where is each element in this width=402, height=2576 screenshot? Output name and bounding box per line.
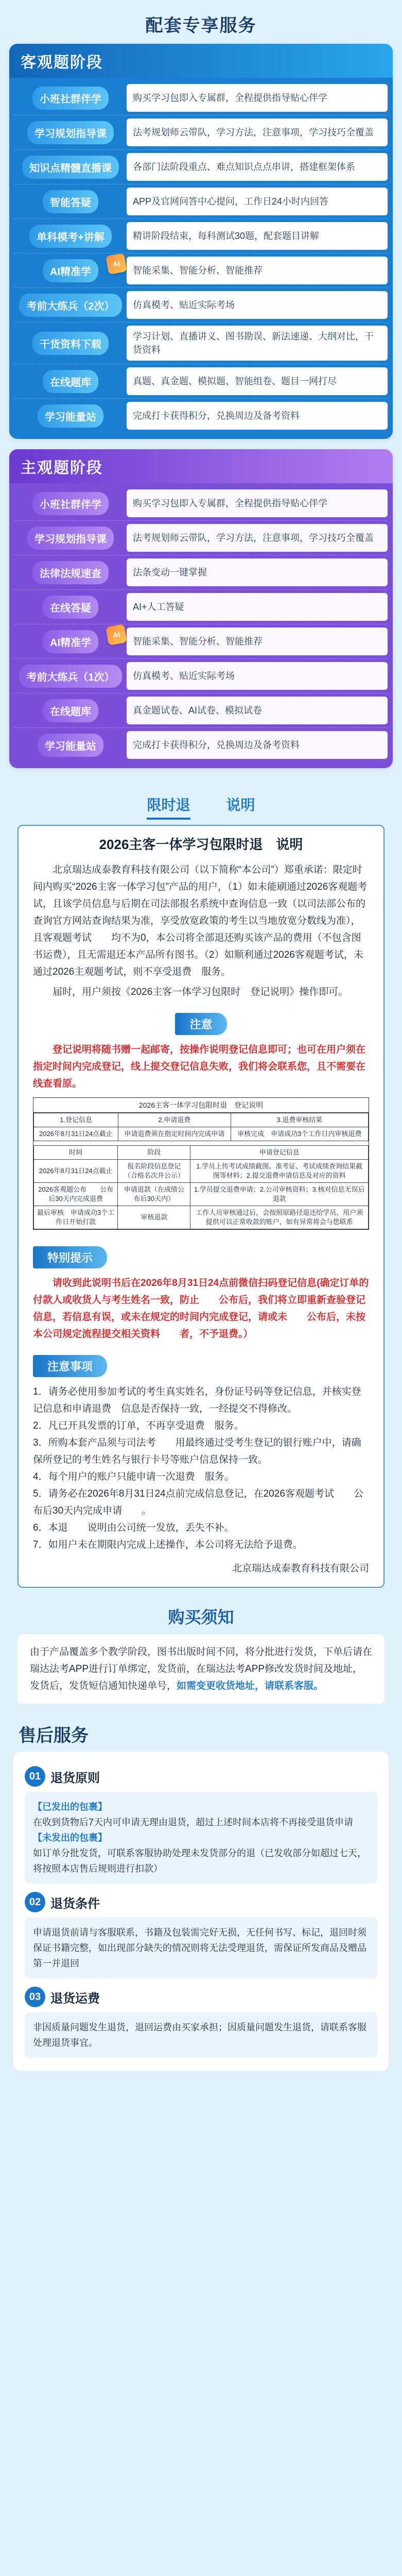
table-cell: 1.学员提交退费申请；2.公司审核资料；3.核对信息无误后退款 xyxy=(190,1183,369,1206)
objective-row-label-wrap xyxy=(14,364,127,398)
objective-row xyxy=(14,115,388,150)
objective-service-list xyxy=(9,78,393,439)
matters-heading: 注意事项 xyxy=(33,1355,107,1377)
refund-notice xyxy=(18,825,384,1588)
purchase-title: 购买须知 xyxy=(168,1608,234,1626)
objective-row-label: 干货资料下载 xyxy=(32,332,109,355)
table-cell: 工作人员审核通过后，会按照原路径退还给学员，用户须提供可以正常收款的账户，如有异常将会与您联系 xyxy=(190,1206,369,1229)
after-section-head xyxy=(25,1766,377,1787)
objective-row xyxy=(14,323,388,364)
objective-row-label: 智能答疑 xyxy=(43,190,98,213)
objective-row xyxy=(14,364,388,399)
subjective-row xyxy=(14,693,388,728)
table-cell: 申请退费须在指定时间内完成申请 xyxy=(118,1127,231,1141)
tab-limited-refund[interactable]: 限时退 xyxy=(147,794,190,820)
purchase-text: 由于产品覆盖多个教学阶段，图书出版时间不同，将分批进行发货，下单后请在瑞达法考APP进行订单绑定，发货前，在瑞达法考APP修改发货时间及地址，发货后，发货短信通知快递单号， xyxy=(30,1647,373,1691)
after-section-head xyxy=(25,1892,377,1912)
objective-row xyxy=(14,219,388,253)
matters-item: 2．凡已开具发票的订单，不再享受退费 服务。 xyxy=(33,1420,244,1431)
subjective-row-description: 法条变动一键掌握 xyxy=(127,558,388,586)
subjective-row-label-wrap xyxy=(14,555,127,589)
objective-row-description: 法考规划师云带队，学习方法，注意事项，学习技巧全覆盖 xyxy=(127,118,388,146)
subjective-row-label-wrap xyxy=(14,728,127,762)
objective-row-label-wrap xyxy=(14,115,127,149)
after-section-body xyxy=(25,1918,377,1978)
objective-row xyxy=(14,399,388,433)
after-sales-title: 售后服务 xyxy=(19,1726,89,1745)
after-section-title: 退货原则 xyxy=(50,1771,100,1785)
matters-item: 5．请务必在2026年8月31日24点前完成信息登记，在2026客观题考试 公布后30天内完成申请 。 xyxy=(33,1488,363,1516)
objective-row-label-wrap xyxy=(14,323,127,364)
ai-badge-icon: AI xyxy=(106,253,127,275)
objective-row-description: 仿真模考、贴近实际考场 xyxy=(127,291,388,319)
objective-row-label: 在线题库 xyxy=(43,370,98,393)
table-cell: 报名阶段信息登记（合格名次并公示） xyxy=(118,1160,190,1183)
subjective-service-list xyxy=(9,483,393,768)
attention-heading: 注意 xyxy=(175,1013,226,1035)
subjective-row xyxy=(14,521,388,555)
after-section-line: 非因质量问题发生退货，退回运费由买家承担；因质量问题发生退货，请联系客服处理退货事宜。 xyxy=(33,2022,366,2048)
special-notice-text: 请收到此说明书后在2026年8月31日24点前微信扫码登记信息(确定订单的付款人或收货人与考生姓名一致，防止 公布后，我们将立即重新查验登记信息，若信息有误，或未在规定的时间内完成登记，请或未 公布后，未按本公司规定流程提交相关资料 者，不予退费。） xyxy=(33,1278,369,1340)
table-cell: 审核退款 xyxy=(118,1206,190,1229)
notice-paragraph-2: 届时，用户须按《2026主客一体学习包限时 登记说明》操作即可。 xyxy=(53,987,348,997)
objective-row-label: 学习规划指导课 xyxy=(27,121,114,144)
matters-item: 3．所购本套产品须与司法考 用最终通过受考生登记的银行账户中，请确保所登记的考生姓名与银行卡号等账户信息保持一致。 xyxy=(33,1437,361,1465)
subjective-row-description: 智能采集、智能分析、智能推荐 xyxy=(127,628,388,655)
objective-row-description: 完成打卡获得积分，兑换周边及备考资料 xyxy=(127,402,388,430)
matters-item: 6．本退 说明由公司统一发放，丢失不补。 xyxy=(33,1522,234,1533)
refund-tabs xyxy=(0,778,402,825)
objective-row-description: 真题、真金题、模拟题、智能组卷、题目一网打尽 xyxy=(127,367,388,395)
objective-row-label: 单科模考+讲解 xyxy=(29,225,112,248)
subjective-row xyxy=(14,728,388,762)
after-section-line: 【未发出的包裹】 xyxy=(33,1833,107,1843)
tab-instructions[interactable]: 说明 xyxy=(226,797,255,813)
subjective-row-label-wrap xyxy=(14,521,127,555)
subjective-row-label: 法律法规速查 xyxy=(32,561,109,584)
subjective-row-description: 法考规划师云带队，学习方法，注意事项，学习技巧全覆盖 xyxy=(127,524,388,552)
table-cell: 2026年8月31日24点截止 xyxy=(34,1127,118,1141)
objective-row-label-wrap xyxy=(14,184,127,218)
after-section-title: 退货运费 xyxy=(50,1991,100,2006)
subjective-row-label: 学习规划指导课 xyxy=(27,527,114,550)
subjective-row-description: 真金题试卷、AI试卷、模拟试卷 xyxy=(127,697,388,724)
objective-row-label-wrap xyxy=(14,219,127,253)
table-cell: 申请退款（在成绩公布后30天内） xyxy=(118,1183,190,1206)
after-section-line: 申请退货前请与客服联系，书籍及包装需完好无损，无任何书写、标记，退回时须保证书籍完整，如出现部分缺失的情况则将无法受理退货，需保证所发商品及赠品第一并退回 xyxy=(33,1927,366,1969)
objective-row-label: 小班社群伴学 xyxy=(32,87,109,110)
subjective-stage-title: 主观题阶段 xyxy=(9,449,393,483)
after-section-line: 在收到货物后7天内可申请无理由退货，超过上述时间本店将不再接受退货申请 xyxy=(33,1817,354,1827)
objective-row xyxy=(14,253,388,288)
table-header: 2.申请退费 xyxy=(118,1113,231,1127)
objective-row-description: 购买学习包即入专属群，全程提供指导贴心伴学 xyxy=(127,84,388,112)
matters-item: 4．每个用户的账户只能申请一次退费 服务。 xyxy=(33,1471,234,1482)
objective-row-label: 考前大练兵（2次） xyxy=(19,294,121,317)
after-section-number: 03 xyxy=(25,1987,45,2007)
subjective-row-description: AI+人工答疑 xyxy=(127,593,388,621)
subjective-row-label: 在线答疑 xyxy=(43,596,98,619)
objective-row-label-wrap xyxy=(14,288,127,322)
subjective-row xyxy=(14,555,388,590)
objective-row xyxy=(14,288,388,323)
objective-row-label: AI精准学 xyxy=(43,259,98,282)
after-section-line: 如订单分批发货，可联系客服协助处理未发货部分的退（已发收部分如超过七天，将按照本店售后规则进行扣款） xyxy=(33,1848,366,1874)
special-notice-heading: 特别提示 xyxy=(33,1246,107,1268)
notice-title: 2026主客一体学习包限时退 说明 xyxy=(99,837,303,852)
table-cell: 1.学员上传考试成绩截图、准考证、考试成绩查询结果截图等材料；2.提交退费申请信息及对应的资料 xyxy=(190,1160,369,1183)
subjective-row-label: AI精准学 xyxy=(43,630,98,653)
objective-row-description: 精讲阶段结束，每科测试30题，配套题目讲解 xyxy=(127,222,388,250)
company-signature: 北京瑞达成泰教育科技有限公司 xyxy=(232,1563,369,1574)
objective-row xyxy=(14,150,388,184)
objective-row-label-wrap xyxy=(14,399,127,433)
table-cell: 2026年8月31日24点截止 xyxy=(34,1160,118,1183)
subjective-row-label-wrap xyxy=(14,693,127,727)
after-section-number: 02 xyxy=(25,1892,45,1912)
subjective-row-label: 学习能量站 xyxy=(38,734,103,757)
attention-text: 登记说明将随书赠一起邮寄，按操作说明登记信息即可；也可在用户须在指定时间内完成登记，线上提交登记信息失败，我们将会联系您，且不需要在线查看原。 xyxy=(33,1044,366,1089)
ai-badge-icon: AI xyxy=(106,624,127,646)
after-section-head xyxy=(25,1987,377,2007)
objective-row-description: 各部门法阶段重点、难点知识点点串讲，搭建框架体系 xyxy=(127,153,388,181)
table-header: 1.登记信息 xyxy=(34,1113,118,1127)
subjective-row-label-wrap xyxy=(14,659,127,693)
table-cell: 审核完成 申请成功3个工作日内审核退费 xyxy=(231,1127,368,1141)
subjective-stage-card xyxy=(9,449,393,768)
objective-row-label-wrap xyxy=(14,81,127,115)
subjective-row-description: 购买学习包即入专属群，全程提供指导贴心伴学 xyxy=(127,489,388,517)
matters-item: 7．如用户未在期限内完成上述操作，本公司将无法给予退费。 xyxy=(33,1539,303,1550)
objective-row-label: 学习能量站 xyxy=(38,404,103,428)
subjective-row-label: 小班社群伴学 xyxy=(32,492,109,515)
subjective-row-label-wrap xyxy=(14,624,127,658)
subjective-row-label: 考前大练兵（1次） xyxy=(19,665,121,688)
after-section-number: 01 xyxy=(25,1766,45,1787)
table-cell: 最后审核 申请成功3个工作日开始打款 xyxy=(34,1206,118,1229)
table-cell: 2026客观题公布 公布后30天内完成退费 xyxy=(34,1183,118,1206)
after-sales-card xyxy=(13,1752,389,2071)
table-header: 3.退费审核结果 xyxy=(231,1113,368,1127)
after-section-body xyxy=(25,2012,377,2058)
page-title: 配套专享服务 xyxy=(145,16,257,36)
objective-row xyxy=(14,81,388,115)
table-header: 阶段 xyxy=(118,1146,190,1160)
objective-row-label: 知识点精髓直播课 xyxy=(22,156,119,179)
subjective-row xyxy=(14,486,388,521)
objective-stage-card xyxy=(9,44,393,439)
objective-row-description: 智能采集、智能分析、智能推荐 xyxy=(127,257,388,284)
subjective-row-label-wrap xyxy=(14,486,127,520)
after-section-line: 【已发出的包裹】 xyxy=(33,1802,107,1812)
purchase-contact-note: 如需变更收货地址，请联系客服。 xyxy=(177,1681,324,1691)
table-caption: 2026主客一体学习包限时退 登记说明 xyxy=(33,1098,369,1113)
subjective-row xyxy=(14,659,388,693)
matters-item: 1．请务必使用参加考试的考生真实姓名，身份证号码等登记信息，并核实登记信息和申请退费 信息是否保持一致，一经提交不得修改。 xyxy=(33,1386,361,1414)
registration-table xyxy=(33,1097,369,1230)
after-section-body xyxy=(25,1792,377,1884)
subjective-row-description: 完成打卡获得积分，兑换周边及备考资料 xyxy=(127,731,388,759)
subjective-row xyxy=(14,590,388,624)
objective-row xyxy=(14,184,388,219)
objective-row-description: APP及官网问答中心提问，工作日24小时内回答 xyxy=(127,188,388,215)
notice-paragraph-1: 北京瑞达成泰教育科技有限公司（以下简称“本公司”）郑重承诺：限定时间内购买“2026主客一体学习包”产品的用户，（1）如未能刷通过2026客观题考试，且该学员信息与后期在司法部报名系统中查询信息一致（以司法部公布的查询官方网站查询结果为准，享受放宽政策的考生以当地放宽分数线为准），且客观题考试 均不为0，本公司将全部退还购买该产品的费用（不包含图书运费），且无需退还本产品所有图书。（2）如顺利通过2026客观题考试，未通过2026主观题考试，则不享受退费 服务。 xyxy=(33,865,368,977)
objective-row-description: 学习计划、直播讲义、图书勘误、新法速递、大纲对比，干货资料 xyxy=(127,326,388,361)
subjective-row-description: 仿真模考、贴近实际考场 xyxy=(127,662,388,690)
matters-list xyxy=(33,1383,369,1553)
objective-stage-title: 客观题阶段 xyxy=(9,44,393,78)
subjective-row-label: 在线题库 xyxy=(43,699,98,722)
table-header: 时间 xyxy=(34,1146,118,1160)
subjective-row-label-wrap xyxy=(14,590,127,624)
purchase-box xyxy=(18,1634,384,1704)
after-section-title: 退货条件 xyxy=(50,1896,100,1911)
objective-row-label-wrap xyxy=(14,253,127,287)
table-header: 申请登记信息 xyxy=(190,1146,369,1160)
objective-row-label-wrap xyxy=(14,150,127,184)
subjective-row xyxy=(14,624,388,659)
